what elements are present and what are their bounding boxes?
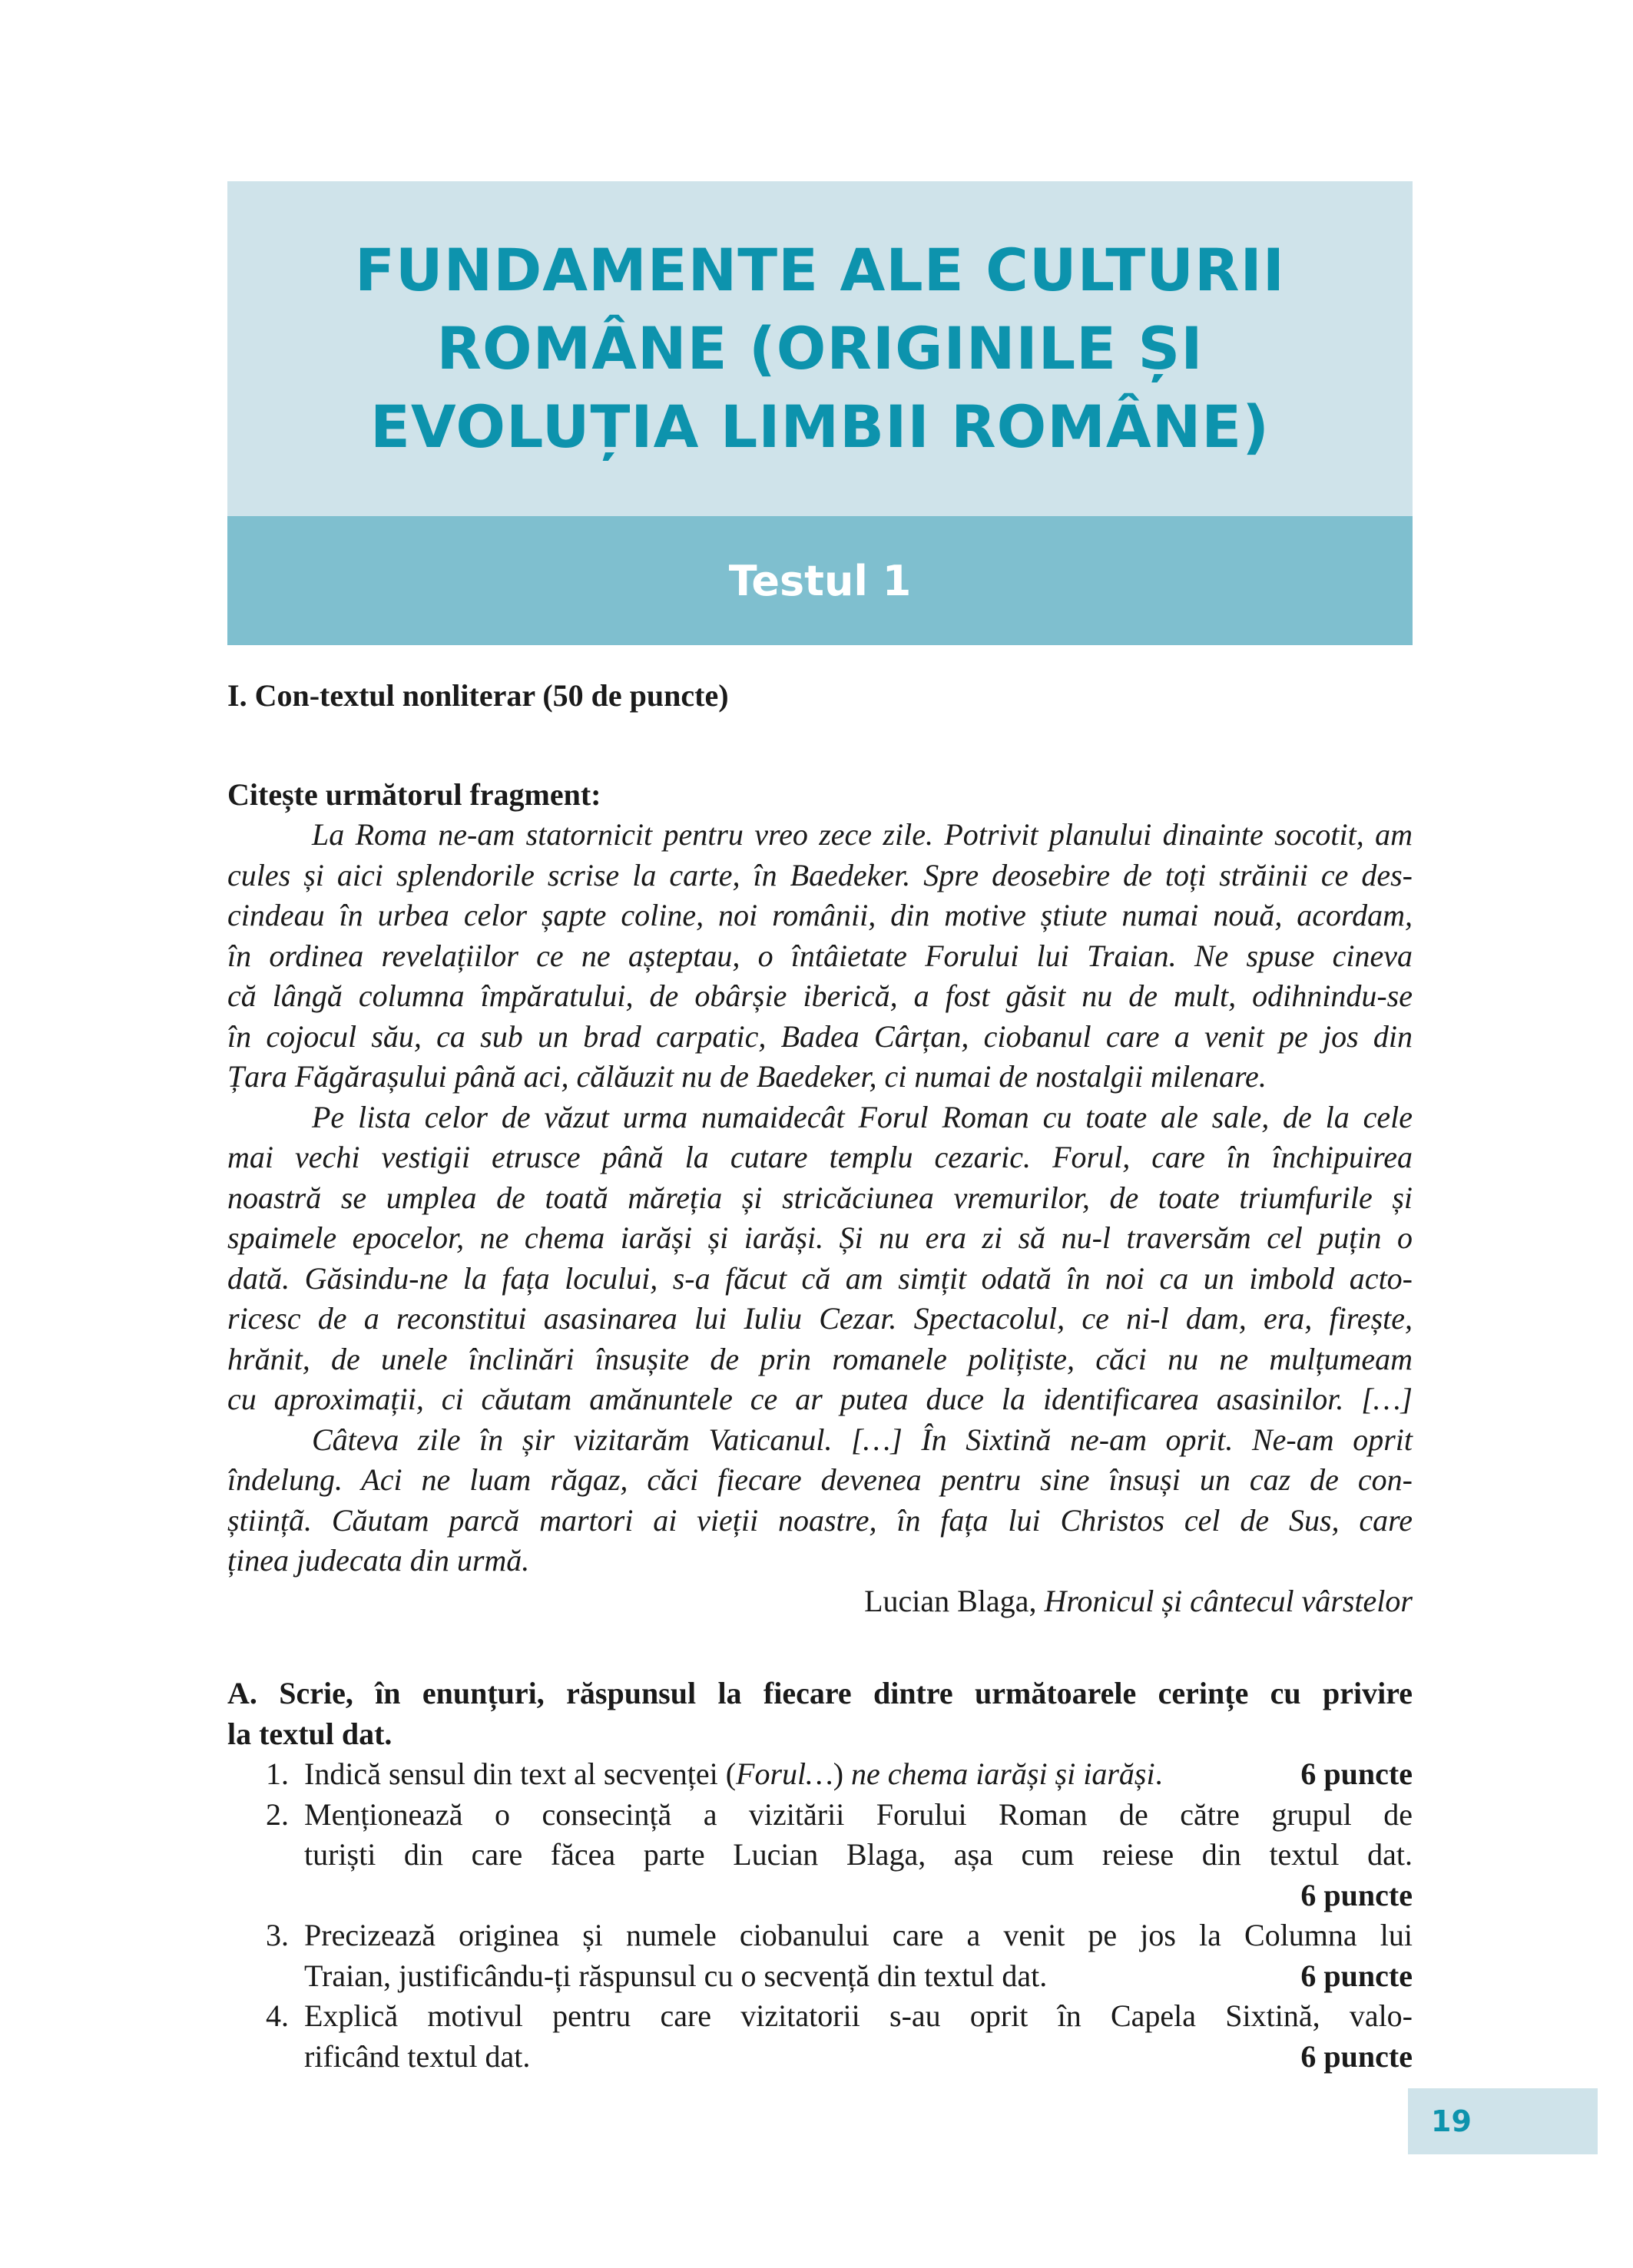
chapter-title-line: EVOLUȚIA LIMBII ROMÂNE) bbox=[370, 392, 1270, 461]
fragment-line: La Roma ne-am statornicit pentru vreo zece zile. Potrivit planului dinainte socotit, am bbox=[312, 817, 1413, 852]
question-line: Menționează o consecință a vizitării Forului Roman de către grupul de bbox=[304, 1796, 1413, 1832]
fragment-line: spaimele epocelor, ne chema iarăși și iarăși. Și nu era zi să nu-l traversăm cel puțin o bbox=[227, 1220, 1413, 1255]
attribution-separator: , bbox=[1028, 1583, 1045, 1618]
fragment-line: îndelung. Aci ne luam răgaz, căci fiecare devenea pentru sine însuși un caz de con- bbox=[227, 1462, 1413, 1497]
question-points: 6 puncte bbox=[1300, 1756, 1413, 1791]
chapter-title-line: ROMÂNE (ORIGINILE ȘI bbox=[436, 314, 1204, 382]
fragment-line: științã. Căutam parcă martori ai vieții noastre, în fața lui Christos cel de Sus, care bbox=[227, 1502, 1413, 1538]
question-item bbox=[227, 1795, 1413, 1916]
question-line bbox=[304, 1754, 1413, 1795]
fragment-line: Țara Făgărașului până aci, călăuzit nu de Baedeker, ci numai de nostalgii milenare. bbox=[227, 1059, 1267, 1094]
question-item bbox=[227, 1915, 1413, 1996]
question-text-quote: ne chema iarăși și iarăși bbox=[843, 1756, 1155, 1791]
question-item bbox=[227, 1996, 1413, 2077]
task-heading bbox=[227, 1674, 1413, 1754]
page-number-tab bbox=[1408, 2088, 1598, 2154]
chapter-title bbox=[355, 231, 1285, 466]
question-line: Precizează originea și numele ciobanului care a venit pe jos la Columna lui bbox=[304, 1918, 1413, 1952]
fragment-line: că lângă columna împăratului, de obârșie iberică, a fost găsit nu de mult, odihnindu-se bbox=[227, 978, 1413, 1013]
page-content bbox=[227, 676, 1413, 2077]
test-label: Testul 1 bbox=[728, 556, 912, 605]
question-points: 6 puncte bbox=[1300, 1958, 1413, 1993]
fragment-line: ținea judecata din urmă. bbox=[227, 1543, 530, 1578]
question-line bbox=[304, 1956, 1413, 1997]
question-line bbox=[304, 2037, 1413, 2078]
chapter-title-line: FUNDAMENTE ALE CULTURII bbox=[354, 236, 1286, 304]
question-text-part: . bbox=[1154, 1756, 1163, 1791]
fragment-attribution bbox=[227, 1581, 1413, 1622]
question-number: 2. bbox=[266, 1796, 289, 1832]
fragment-line: în ordinea revelațiilor ce ne așteptau, o întâietate Forului lui Traian. Ne spuse cineva bbox=[227, 938, 1413, 973]
fragment-line: mai vechi vestigii etrusce până la cutare templu cezaric. Forul, care în închipuirea bbox=[227, 1140, 1413, 1174]
question-text: Traian, justificându-ți răspunsul cu o secvență din textul dat. bbox=[304, 1958, 1048, 1993]
page-number: 19 bbox=[1431, 2104, 1472, 2138]
question-number: 1. bbox=[266, 1756, 289, 1791]
question-text bbox=[304, 1754, 1163, 1795]
fragment-line: noastră se umplea de toată măreția și stricăciunea vremurilor, de toate triumfurile și bbox=[227, 1180, 1413, 1215]
author-name: Lucian Blaga bbox=[864, 1583, 1029, 1618]
work-title: Hronicul și cântecul vârstelor bbox=[1044, 1583, 1413, 1618]
literary-fragment bbox=[227, 815, 1413, 1581]
fragment-line: Câteva zile în șir vizitarăm Vaticanul. […] În Sixtină ne-am oprit. Ne-am oprit bbox=[312, 1422, 1413, 1457]
fragment-line: cules și aici splendorile scrise la carte, în Baedeker. Spre deosebire de toți străinii ce des- bbox=[227, 857, 1413, 892]
question-text: rificând textul dat. bbox=[304, 2038, 531, 2074]
question-number: 3. bbox=[266, 1918, 289, 1952]
question-line: Explică motivul pentru care vizitatorii s-au oprit în Capela Sixtină, valo- bbox=[304, 1998, 1413, 2033]
fragment-line: Pe lista celor de văzut urma numaidecât Forul Roman cu toate ale sale, de la cele bbox=[312, 1099, 1413, 1134]
chapter-title-box bbox=[227, 181, 1413, 516]
read-heading: Citește următorul fragment: bbox=[227, 776, 601, 812]
question-list bbox=[227, 1754, 1413, 2077]
question-points: 6 puncte bbox=[1300, 1877, 1413, 1912]
question-text-part: ) bbox=[833, 1756, 844, 1791]
question-item bbox=[227, 1754, 1413, 1795]
question-points: 6 puncte bbox=[1300, 2038, 1413, 2074]
fragment-line: ricesc de a reconstitui asasinarea lui Iuliu Cezar. Spectacolul, ce ni-l dam, era, firește, bbox=[227, 1301, 1413, 1336]
fragment-line: dată. Găsindu-ne la fața locului, s-a făcut că am simțit odată în noi ca un imbold acto- bbox=[227, 1260, 1413, 1296]
section-heading: I. Con-textul nonliterar (50 de puncte) bbox=[227, 678, 729, 713]
fragment-line: cindeau în urbea celor șapte coline, noi românii, din motive știute numai nouă, acordam, bbox=[227, 898, 1413, 932]
task-heading-line: la textul dat. bbox=[227, 1716, 393, 1751]
test-label-band bbox=[227, 516, 1413, 645]
question-number: 4. bbox=[266, 1998, 289, 2033]
task-heading-line: A. Scrie, în enunțuri, răspunsul la fiecare dintre următoarele cerințe cu privire bbox=[227, 1676, 1413, 1710]
question-line: turiști din care făcea parte Lucian Blaga, așa cum reiese din textul dat. bbox=[304, 1837, 1413, 1872]
fragment-line: hrănit, de unele înclinări însușite de prin romanele polițiste, căci nu ne mulțumeam bbox=[227, 1341, 1413, 1376]
fragment-line: cu aproximații, ci căutam amănuntele ce ar putea duce la identificarea asasinilor. […] bbox=[227, 1382, 1413, 1416]
question-text-part: Indică sensul din text al secvenței ( bbox=[304, 1756, 737, 1791]
question-text-quote: Forul… bbox=[736, 1756, 833, 1791]
fragment-line: în cojocul său, ca sub un brad carpatic, Badea Cârțan, ciobanul care a venit pe jos din bbox=[227, 1018, 1413, 1054]
